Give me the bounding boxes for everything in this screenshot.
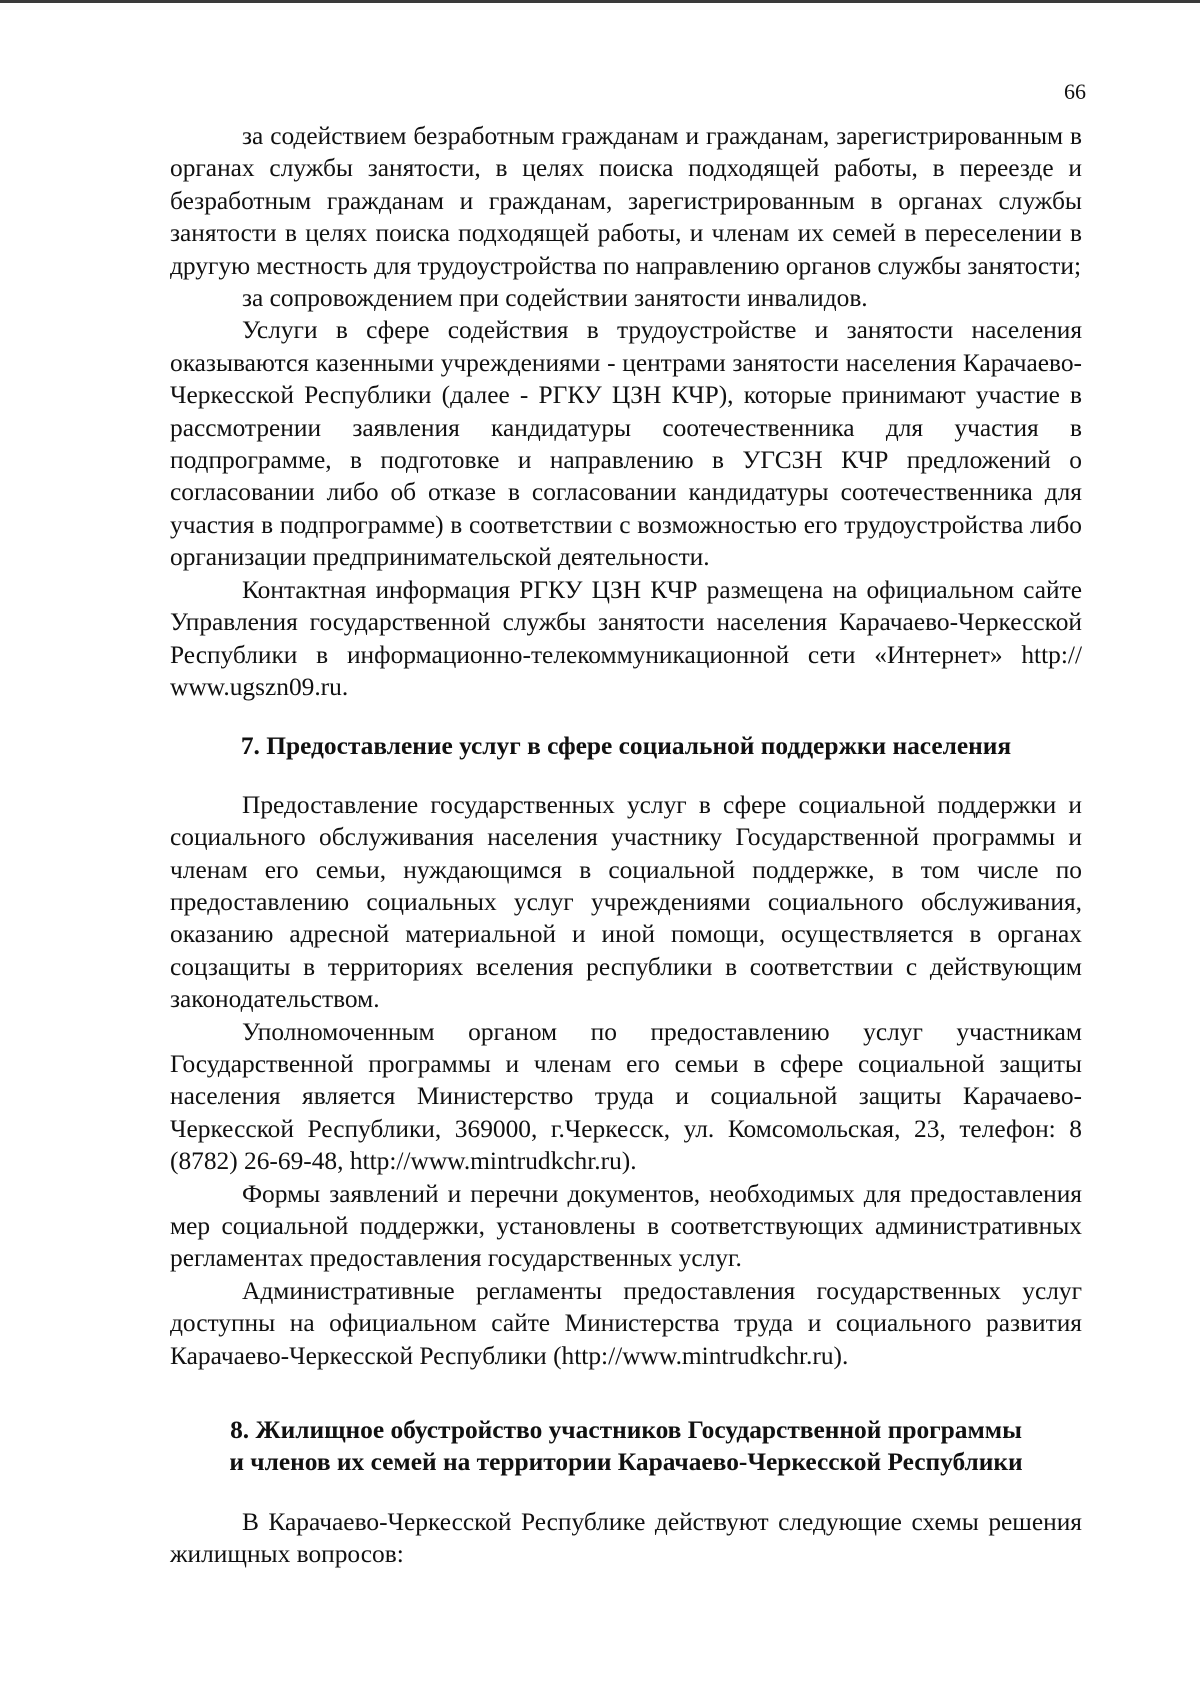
page-number: 66 (1064, 79, 1086, 104)
section-7-body (170, 789, 1082, 1372)
paragraph-disabled-support: за сопровождением при содействии занятости инвалидов. (242, 284, 868, 313)
section-8-body (170, 1506, 1082, 1571)
section-8-heading-line-1: 8. Жилищное обустройство участников Государственной программы (230, 1416, 1022, 1445)
paragraph-housing-schemes: В Карачаево-Черкесской Республике действуют следующие схемы решения жилищных вопросов: (170, 1507, 1082, 1569)
paragraph-authorized-body: Уполномоченным органом по предоставлению услуг участникам Государственной программы и членам его семьи в сфере социальной защиты населения является Министерство труда и социальной защиты Карачаево-Черкесской Республики, 369000, г.Черкесск, ул. Комсомольская, 23, телефон: 8 (8782) 26-69-48, http://www.mintrudkchr.ru). (170, 1017, 1082, 1176)
section-8-heading (170, 1414, 1082, 1479)
paragraph-employment-services: Услуги в сфере содействия в трудоустройстве и занятости населения оказываются казенными учреждениями - центрами занятости населения Карачаево-Черкесской Республики (далее - РГКУ ЦЗН КЧР), которые принимают участие в рассмотрении заявления кандидатуры соотечественника для участия в подпрограмме, в подготовке и направлению в УГСЗН КЧР предложений о согласовании либо об отказе в согласовании кандидатуры соотечественника для участия в подпрограмме) в соответствии с возможностью его трудоустройства либо организации предпринимательской деятельности. (170, 316, 1082, 572)
scan-top-border (0, 0, 1200, 3)
paragraph-regulations: Административные регламенты предоставления государственных услуг доступны на официальном сайте Министерства труда и социального развития Карачаево-Черкесской Республики (http://www.mintrudkchr.ru). (170, 1276, 1082, 1370)
section-7-heading: 7. Предоставление услуг в сфере социальной поддержки населения (240, 732, 1012, 761)
paragraph-social-services: Предоставление государственных услуг в сфере социальной поддержки и социального обслуживания населения участнику Государственной программы и членам его семьи, нуждающимся в социальной поддержке, в том числе по предоставлению социальных услуг учреждениями социального обслуживания, оказанию адресной материальной и иной помощи, осуществляется в органах соцзащиты в территориях вселения республики в соответствии с действующим законодательством. (170, 790, 1082, 1014)
paragraph-employment-relocation: за содействием безработным гражданам и гражданам, зарегистрированным в органах службы занятости, в целях поиска подходящей работы, в переезде и безработным гражданам и гражданам, зарегистрированным в органах службы занятости в целях поиска подходящей работы, и членам их семей в переселении в другую местность для трудоустройства по направлению органов службы занятости; (170, 122, 1082, 280)
paragraph-application-forms: Формы заявлений и перечни документов, необходимых для предоставления мер социальной поддержки, установлены в соответствующих административных регламентах предоставления государственных услуг. (170, 1179, 1082, 1273)
document-body (170, 120, 1082, 1571)
section-8-heading-line-2: и членов их семей на территории Карачаево-Черкесской Республики (229, 1448, 1023, 1477)
paragraph-contact-info: Контактная информация РГКУ ЦЗН КЧР размещена на официальном сайте Управления государственной службы занятости населения Карачаево-Черкесской Республики в информационно-телекоммуникационной сети «Интернет» http:// www.ugszn09.ru. (170, 575, 1082, 701)
